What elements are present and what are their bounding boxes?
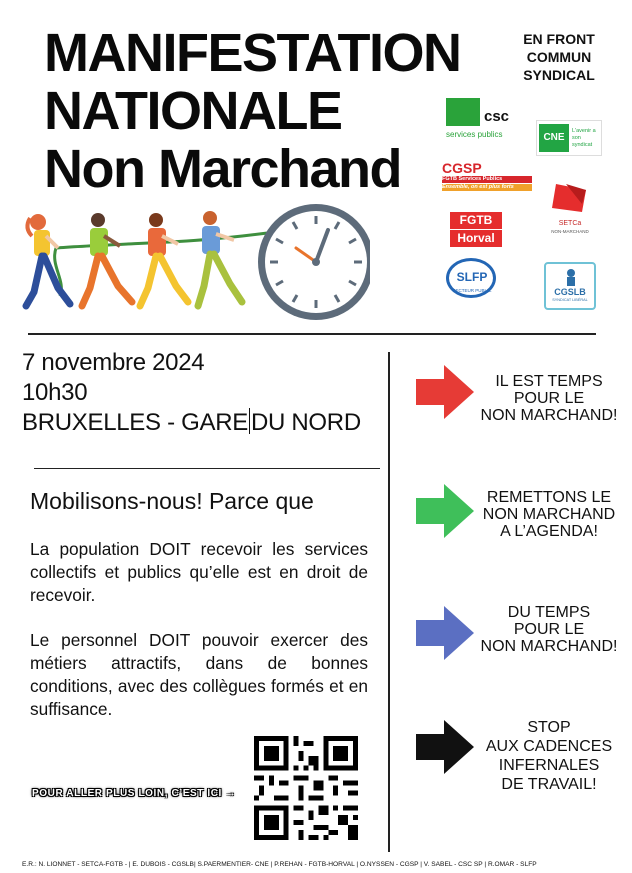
setca-sub: NON-MARCHAND	[551, 229, 589, 234]
slogan-4	[466, 718, 632, 794]
slogan-4-line-1: STOP	[527, 719, 571, 736]
setca-logo	[540, 182, 600, 242]
slogan-3-line-3: NON MARCHAND!	[480, 638, 618, 655]
cgsp-sub2: Ensemble, on est plus forts	[442, 184, 532, 191]
slogan-1-line-2: POUR LE	[513, 390, 585, 407]
paragraph-personnel: Le personnel DOIT pouvoir exercer des métiers attractifs, dans de bonnes conditions, avec des collègues formés et en suffisance.	[30, 630, 368, 719]
person-4-figure	[198, 211, 242, 306]
title-line-1: MANIFESTATION	[44, 23, 461, 83]
setca-shape-icon	[552, 182, 588, 214]
slogan-3-line-2: POUR LE	[513, 621, 585, 638]
person-1-figure	[26, 214, 70, 306]
footer-editors: E.R.: N. LIONNET - SETCA-FGTB - | E. DUBOIS - CGSLB| S.PAERMENTIER- CNE | P.REHAN - FGTB-HORVAL | O.NYSSEN - CGSP | V. SABEL - CSC SP | R.OMAR - SLFP	[22, 861, 537, 868]
person-2-figure	[82, 213, 132, 306]
fgtb-horval-logo	[450, 212, 502, 248]
tug-of-war-illustration	[20, 196, 370, 332]
top-divider	[28, 333, 596, 335]
slogan-2	[466, 489, 632, 540]
slogan-3-line-1: DU TEMPS	[507, 604, 591, 621]
cgsp-name: CGSP	[442, 160, 482, 176]
front-line-2: COMMUN	[526, 49, 592, 65]
slogan-1	[466, 373, 632, 424]
vertical-divider	[388, 352, 390, 852]
slfp-sub: SECTEUR PUBLIC	[452, 288, 492, 293]
cne-logo	[536, 120, 602, 156]
cne-name: CNE	[539, 124, 569, 152]
slogan-3	[466, 604, 632, 655]
event-place-a: BRUXELLES - GARE	[22, 409, 248, 436]
title-line-3: Non Marchand	[44, 139, 402, 199]
event-date: 7 novembre 2024	[22, 349, 205, 376]
slogan-4-line-3: INFERNALES	[498, 757, 600, 774]
csc-green-block	[446, 98, 480, 126]
event-time: 10h30	[22, 379, 88, 406]
slogan-1-line-3: NON MARCHAND!	[480, 407, 618, 424]
slogan-4-line-4: DE TRAVAIL!	[501, 776, 597, 793]
cgslb-name: CGSLB	[554, 287, 586, 297]
cgslb-sub: SYNDICAT LIBÉRAL	[552, 298, 588, 302]
csc-logo	[444, 98, 514, 144]
title-line-2: NATIONALE	[44, 81, 342, 141]
slogan-4-line-2: AUX CADENCES	[485, 738, 613, 755]
front-commun-syndical	[500, 30, 618, 84]
clock-icon	[258, 204, 370, 320]
fgtb-line1: FGTB	[450, 212, 502, 229]
csc-sub: services publics	[446, 130, 503, 139]
slfp-name: SLFP	[456, 270, 488, 284]
slfp-logo	[442, 256, 502, 306]
person-3-figure	[140, 213, 188, 306]
front-line-1: EN FRONT	[523, 31, 595, 47]
front-line-3: SYNDICAL	[523, 67, 595, 83]
slogan-2-line-1: REMETTONS LE	[486, 489, 612, 506]
csc-name: csc	[484, 108, 510, 125]
slogan-2-line-2: NON MARCHAND	[482, 506, 616, 523]
slogan-2-line-3: A L’AGENDA!	[500, 523, 598, 540]
fgtb-line2: Horval	[450, 230, 502, 247]
setca-name: SETCa	[558, 220, 582, 227]
cne-sub: L'avenir a son syndicat	[572, 128, 596, 148]
qr-label: POUR ALLER PLUS LOIN, C’EST ICI →	[32, 788, 236, 799]
slogan-1-line-1: IL EST TEMPS	[495, 373, 603, 390]
mobilisons-heading: Mobilisons-nous! Parce que	[30, 488, 314, 514]
mid-divider	[34, 468, 380, 469]
event-place-b: DU NORD	[250, 409, 361, 436]
cgsp-logo	[442, 160, 532, 192]
cgslb-logo	[544, 262, 596, 310]
cgslb-figure-icon	[562, 268, 580, 286]
event-place	[22, 408, 361, 437]
text-cursor	[249, 408, 250, 434]
cgsp-sub1: FGTB Services Publics	[442, 176, 532, 183]
paragraph-population: La population DOIT recevoir les services collectifs et publics qu’elle est en droit de recevoir.	[30, 539, 368, 605]
qr-code-icon[interactable]	[254, 736, 358, 840]
